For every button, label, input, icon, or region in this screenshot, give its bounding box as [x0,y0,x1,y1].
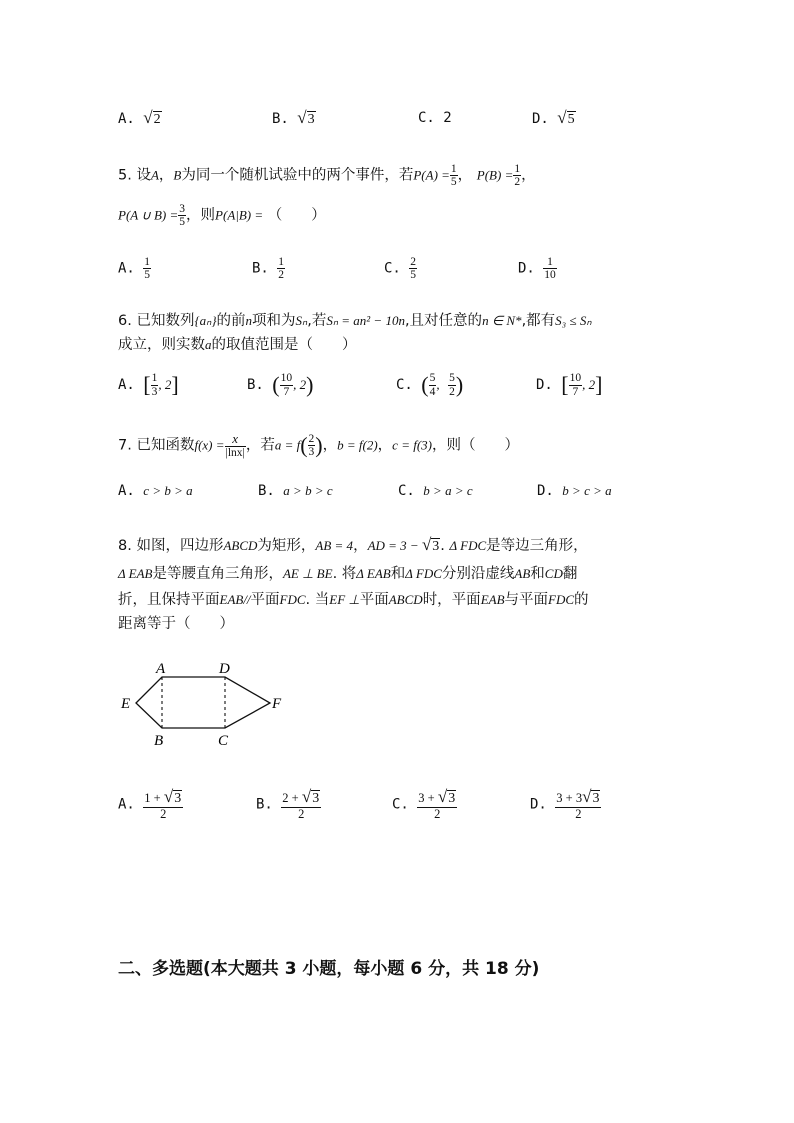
option-label: C. [418,110,435,126]
q6-option-a: A. [ $\frac{1}{3}$ , 2] [118,372,179,398]
q7-option-c: C. b > a > c [398,483,473,499]
q6-line1: 6. 已知数列{aₙ}的前n项和为Sₙ,若Sₙ = an² − 10n,且对任意的n ∈ N*,都有S₃ ≤ Sₙ [118,313,592,329]
point-label-a: A [156,661,166,677]
q5-line2: P(A ∪ B) = $\frac{3}{5}$ ，则P(A|B) = （ ） [118,203,326,229]
q8-figure [115,655,295,750]
fraction: $\frac{1}{3}$ [151,372,158,398]
fraction: $\frac{1}{2}$ [514,163,521,189]
fraction: $\frac{1}{2}$ [278,256,285,282]
option-label: B. [272,111,289,127]
sqrt-value: √5 [557,108,575,127]
section-heading [118,954,539,979]
fraction: $\frac{5}{4}$ [429,372,436,398]
fraction: $\frac{1 + √3}{2}$ [144,787,182,821]
q5-option-d: D. $\frac{1}{10}$ [518,256,556,282]
fraction: $\frac{10}{7}$ [280,372,293,398]
hexagon-outline [136,677,270,728]
fraction: $\frac{3}{5}$ [179,203,186,229]
option-label: D. [532,111,549,127]
fraction: $\frac{1}{10}$ [544,256,556,282]
q4-option-b [272,108,316,128]
q7-line1: 7. 已知函数f(x) = $\frac{x}{|\ln x|}$ ，若a = f( $\frac{2}{3}$ )，b = f(2)，c = f(3)，则（ ） [118,431,519,459]
point-label-c: C [218,733,229,749]
fraction: $\frac{3 + 3√3}{2}$ [556,787,600,821]
q5-line1: 5. 设A，B为同一个随机试验中的两个事件，若P(A) = $\frac{1}{5}$ ， P(B) = $\frac{1}{2}$ ， [118,163,536,189]
point-label-b: B [154,733,164,749]
option-label: A. [118,111,135,127]
fraction: $\frac{1}{5}$ [144,256,151,282]
q7-option-a: A. c > b > a [118,483,193,499]
q5-option-c: C. $\frac{2}{5}$ [384,256,417,282]
q4-option-d [532,108,576,128]
option-value: 2 [443,110,452,126]
q8-line1: 8. 如图，四边形ABCD为矩形，AB = 4，AD = 3 − √3. Δ FDC是等边三角形， [118,535,588,554]
fraction: $\frac{1}{5}$ [450,163,457,189]
point-label-e: E [121,696,131,712]
q6-line2: 成立，则实数a的取值范围是（ ） [118,337,357,353]
point-label-d: D [219,661,230,677]
q8-option-b: B. $\frac{2 + √3}{2}$ [256,787,320,821]
fraction: $\frac{10}{7}$ [569,372,582,398]
sqrt-value: √3 [421,535,440,554]
q8-option-a: A. $\frac{1 + √3}{2}$ [118,787,182,821]
fraction: $\frac{3 + √3}{2}$ [418,787,456,821]
q6-option-d: D. [ $\frac{10}{7}$ , 2] [536,372,603,398]
q8-line3: 折，且保持平面EAB//平面FDC. 当EF ⊥平面ABCD时，平面EAB与平面FDC的 [118,592,589,608]
q8-line4: 距离等于（ ） [118,616,234,632]
fraction: $\frac{2}{3}$ [308,432,315,458]
section-title: 二、多选题(本大题共 3 小题，每小题 6 分，共 18 分) [118,959,540,979]
q7-option-b: B. a > b > c [258,483,333,499]
q7-option-d: D. b > c > a [537,483,612,499]
q6-option-b: B. ( $\frac{10}{7}$ , 2) [247,372,314,398]
fraction: $\frac{2}{5}$ [410,256,417,282]
fraction: $\frac{2 + √3}{2}$ [282,787,320,821]
q6-option-c: C. ( $\frac{5}{4}$ , $\frac{5}{2}$ ) [396,372,464,398]
q8-option-c: C. $\frac{3 + √3}{2}$ [392,787,456,821]
fraction: $\frac{5}{2}$ [449,372,455,398]
point-label-f: F [272,696,282,712]
q5-option-b: B. $\frac{1}{2}$ [252,256,285,282]
q4-option-c [418,110,452,126]
sqrt-value: √3 [297,108,315,127]
q8-line2: Δ EAB是等腰直角三角形，AE ⊥ BE. 将Δ EAB和Δ FDC分别沿虚线AB和CD翻 [118,566,578,582]
q5-option-a: A. $\frac{1}{5}$ [118,256,151,282]
q4-option-a [118,108,162,128]
sqrt-value: √2 [143,108,161,127]
q8-option-d: D. $\frac{3 + 3√3}{2}$ [530,787,600,821]
fraction: $\frac{x}{|\ln x|}$ [225,431,245,459]
